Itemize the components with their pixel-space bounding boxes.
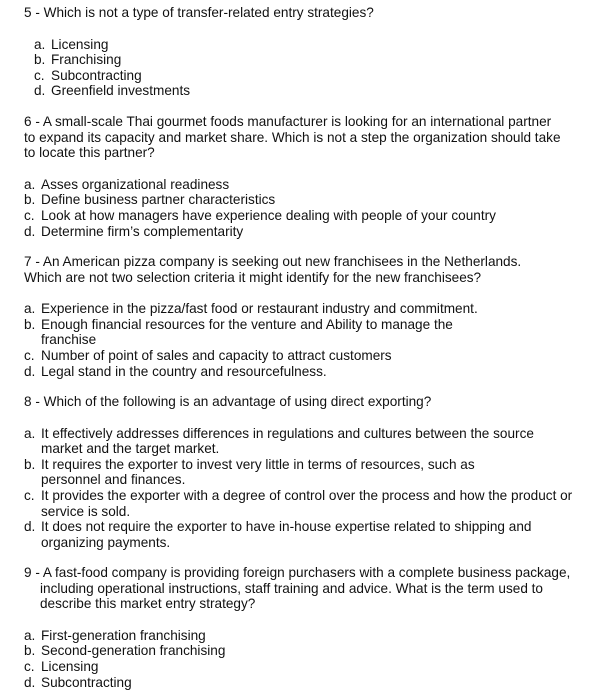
option-letter: d. xyxy=(24,674,36,690)
option-list xyxy=(24,628,594,690)
option-d xyxy=(24,224,594,240)
option-text: Define business partner characteristics xyxy=(41,192,276,208)
option-text: Asses organizational readiness xyxy=(41,176,230,192)
option-letter: c. xyxy=(24,347,35,363)
option-letter: d. xyxy=(24,363,36,379)
option-letter: d. xyxy=(24,223,36,239)
option-d xyxy=(34,83,594,99)
option-letter: c. xyxy=(24,207,35,223)
option-letter: a. xyxy=(24,176,36,192)
option-c xyxy=(24,659,594,675)
option-list xyxy=(24,426,594,551)
question-6 xyxy=(24,114,594,239)
option-text: Experience in the pizza/fast food or restaurant industry and commitment. xyxy=(41,301,478,317)
option-letter: d. xyxy=(34,83,46,99)
question-stem: 5 - Which is not a type of transfer-related entry strategies? xyxy=(24,5,374,20)
option-b xyxy=(24,643,594,659)
option-list xyxy=(24,177,594,239)
option-b xyxy=(24,457,521,488)
option-text: It requires the exporter to invest very little in terms of resources, such as personnel and finances. xyxy=(41,456,475,488)
option-text: Subcontracting xyxy=(51,67,142,83)
option-letter: b. xyxy=(24,316,36,332)
option-a xyxy=(34,37,594,53)
question-7 xyxy=(24,254,594,379)
option-c xyxy=(24,348,594,364)
option-letter: c. xyxy=(34,67,45,83)
option-a xyxy=(24,301,594,317)
option-letter: d. xyxy=(24,519,36,535)
option-text: Look at how managers have experience dealing with people of your country xyxy=(41,207,496,223)
option-list xyxy=(24,301,594,379)
option-letter: a. xyxy=(24,627,36,643)
question-stem: 6 - A small-scale Thai gourmet foods manufacturer is looking for an international partner to expand its capacity and market share. Which is not a step the organization should take to locate this partner? xyxy=(24,114,561,161)
option-text: Licensing xyxy=(41,658,99,674)
question-9 xyxy=(24,565,594,690)
question-stem: 7 - An American pizza company is seeking out new franchisees in the Netherlands. Which are not two selection criteria it might identify for the new franchisees? xyxy=(24,254,522,285)
option-letter: a. xyxy=(24,425,36,441)
option-text: Legal stand in the country and resourcefulness. xyxy=(41,363,327,379)
question-5 xyxy=(24,5,594,99)
option-letter: a. xyxy=(34,36,46,52)
question-8 xyxy=(24,394,594,550)
question-stem: 9 - A fast-food company is providing foreign purchasers with a complete business package, including operational instructions, staff training and advice. What is the term used to describe this market entry strategy? xyxy=(24,565,571,612)
option-d xyxy=(24,519,551,550)
option-text: Greenfield investments xyxy=(51,83,191,99)
option-c xyxy=(24,208,594,224)
option-text: It effectively addresses differences in regulations and cultures between the source market and the target market. xyxy=(41,425,534,457)
option-d xyxy=(24,364,594,380)
option-letter: b. xyxy=(24,192,36,208)
option-text: Franchising xyxy=(51,52,122,68)
option-text: Enough financial resources for the venture and Ability to manage the franchise xyxy=(41,316,453,348)
option-text: It provides the exporter with a degree of control over the process and how the product or service is sold. xyxy=(41,487,573,519)
option-b xyxy=(24,317,471,348)
option-text: First-generation franchising xyxy=(41,627,206,643)
option-a xyxy=(24,177,594,193)
option-text: Number of point of sales and capacity to attract customers xyxy=(41,347,392,363)
option-letter: b. xyxy=(34,52,46,68)
option-c xyxy=(34,68,594,84)
option-text: Determine firm’s complementarity xyxy=(41,223,244,239)
option-text: Licensing xyxy=(51,36,109,52)
option-a xyxy=(24,426,551,457)
option-b xyxy=(34,52,594,68)
question-stem: 8 - Which of the following is an advantage of using direct exporting? xyxy=(24,394,432,409)
option-letter: b. xyxy=(24,456,36,472)
option-text: Second-generation franchising xyxy=(41,643,226,659)
option-list xyxy=(24,37,594,99)
option-c xyxy=(24,488,576,519)
option-text: It does not require the exporter to have in-house expertise related to shipping and organizing payments. xyxy=(41,519,532,550)
option-letter: a. xyxy=(24,301,36,317)
option-text: Subcontracting xyxy=(41,674,132,690)
option-d xyxy=(24,675,594,691)
option-a xyxy=(24,628,594,644)
option-letter: c. xyxy=(24,487,35,503)
option-b xyxy=(24,192,594,208)
option-letter: c. xyxy=(24,658,35,674)
option-letter: b. xyxy=(24,643,36,659)
